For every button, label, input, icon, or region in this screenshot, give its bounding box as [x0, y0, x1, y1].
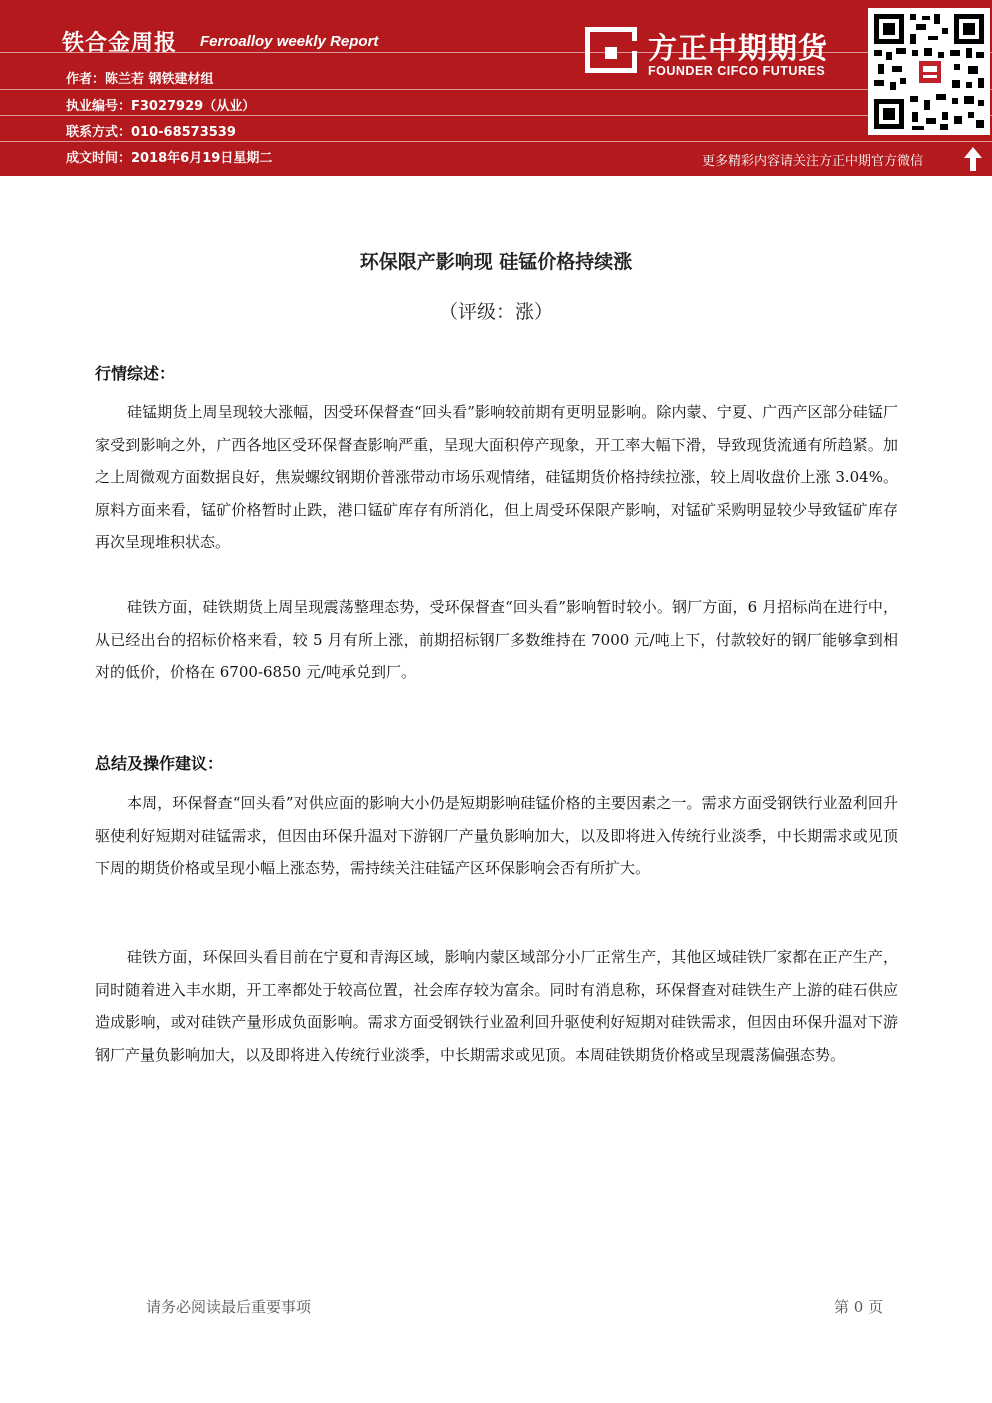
report-header: [0, 0, 992, 176]
founder-logo-icon: [585, 27, 637, 73]
page-number: 第 0 页: [834, 1298, 884, 1316]
contact-info: 联系方式：010-68573539: [66, 125, 236, 140]
header-divider: [0, 115, 992, 116]
date-info: 成文时间：2018年6月19日星期二: [66, 151, 273, 166]
report-subtitle: Ferroalloy weekly Report: [200, 33, 379, 50]
rating-label: （评级：涨）: [438, 301, 553, 323]
follow-wechat-text: 更多精彩内容请关注方正中期官方微信: [702, 154, 924, 169]
document-title: 环保限产影响现 硅锰价格持续涨: [359, 251, 633, 273]
company-name-cn: 方正中期期货: [648, 31, 829, 65]
paragraph-market-review-2: 硅铁方面，硅铁期货上周呈现震荡整理态势，受环保督查“回头看”影响暂时较小。钢厂方面，6 月招标尚在进行中，从已经出台的招标价格来看，较 5 月有所上涨，前期招标钢厂多数维持在 7000 元/吨上下，付款较好的钢厂能够拿到相对的低价，价格在 6700-6850 元/吨承兑到厂。: [95, 598, 898, 681]
paragraph-summary-2: 硅铁方面，环保回头看目前在宁夏和青海区域，影响内蒙区域部分小厂正常生产，其他区域硅铁厂家都在正产生产，同时随着进入丰水期，开工率都处于较高位置，社会库存较为富余。同时有消息称，环保督查对硅铁生产上游的硅石供应造成影响，或对硅铁产量形成负面影响。需求方面受钢铁行业盈利回升驱使利好短期对硅铁需求，但因由环保升温对下游钢厂产量负影响加大，以及即将进入传统行业淡季，中长期需求或见顶。本周硅铁期货价格或呈现震荡偏强态势。: [95, 948, 898, 1064]
author-info: 作者：陈兰若 钢铁建材组: [66, 72, 214, 87]
section-heading-summary: 总结及操作建议：: [95, 754, 224, 773]
arrow-up-icon: [963, 146, 983, 172]
header-divider: [0, 89, 992, 90]
footer-notice: 请务必阅读最后重要事项: [146, 1298, 312, 1316]
report-title: 铁合金周报: [62, 31, 178, 56]
section-heading-market-review: 行情综述：: [95, 364, 176, 383]
license-info: 执业编号：F3027929（从业）: [66, 99, 256, 114]
header-divider: [0, 141, 992, 142]
qr-code-icon[interactable]: [868, 8, 990, 135]
paragraph-market-review-1: 硅锰期货上周呈现较大涨幅，因受环保督查“回头看”影响较前期有更明显影响。除内蒙、宁夏、广西产区部分硅锰厂家受到影响之外，广西各地区受环保督查影响严重，呈现大面积停产现象，开工率大幅下滑，导致现货流通有所趋紧。加之上周微观方面数据良好，焦炭螺纹钢期价普涨带动市场乐观情绪，硅锰期货价格持续拉涨，较上周收盘价上涨 3.04%。原料方面来看，锰矿价格暂时止跌，港口锰矿库存有所消化，但上周受环保限产影响，对锰矿采购明显较少导致锰矿库存再次呈现堆积状态。: [95, 403, 898, 551]
paragraph-summary-1: 本周，环保督查“回头看”对供应面的影响大小仍是短期影响硅锰价格的主要因素之一。需求方面受钢铁行业盈利回升驱使利好短期对硅锰需求，但因由环保升温对下游钢厂产量负影响加大，以及即将进入传统行业淡季，中长期需求或见顶下周的期货价格或呈现小幅上涨态势，需持续关注硅锰产区环保影响会否有所扩大。: [95, 794, 898, 877]
company-name-en: FOUNDER CIFCO FUTURES: [648, 64, 826, 78]
